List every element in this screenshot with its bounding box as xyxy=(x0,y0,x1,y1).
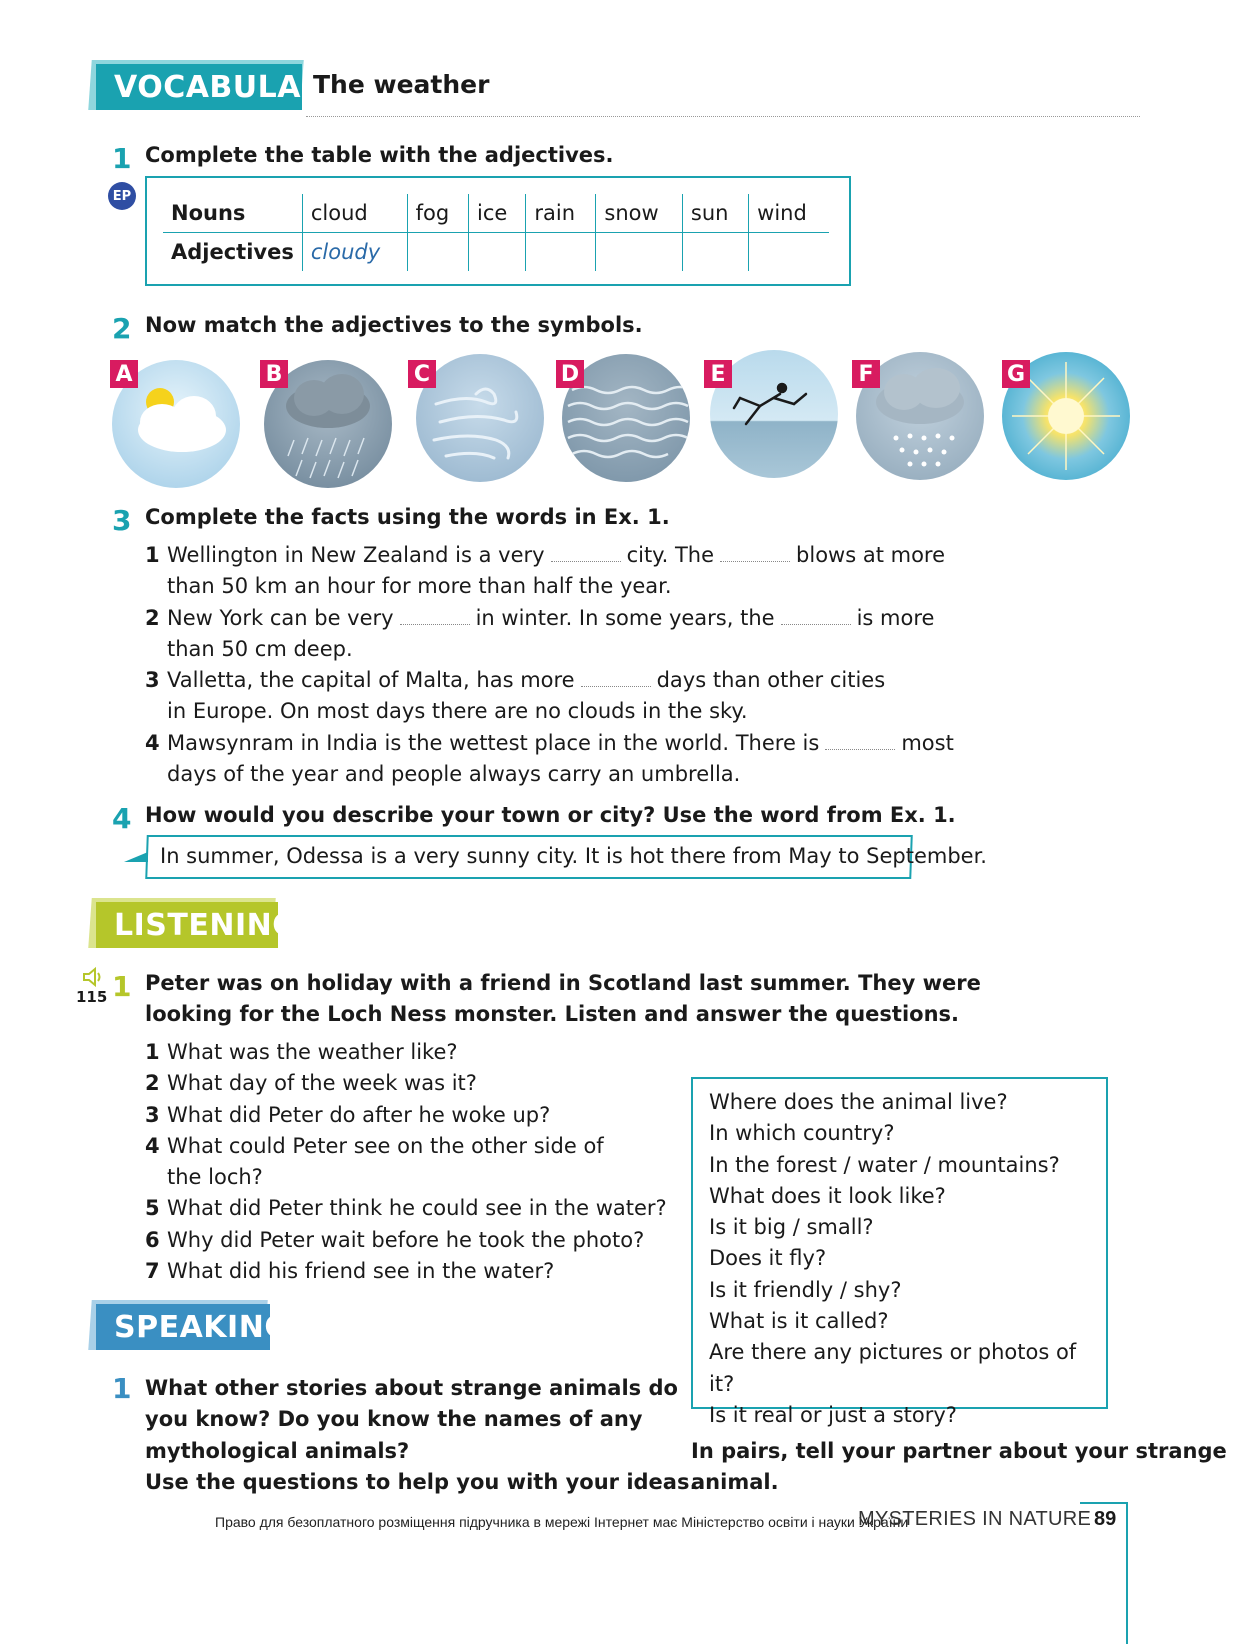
fact-text: blows at more xyxy=(796,543,946,567)
exercise-instruction: Complete the table with the adjectives. xyxy=(145,143,614,167)
fact-text: Mawsynram in India is the wettest place in the world. There is xyxy=(167,730,820,755)
noun-cell: snow xyxy=(596,194,683,233)
item-number: 2 xyxy=(145,605,160,630)
adjective-cell[interactable] xyxy=(468,233,525,272)
listening-banner-label: LISTENING xyxy=(96,902,278,948)
adjective-cell[interactable]: cloudy xyxy=(302,233,407,272)
fact-text: Wellington in New Zealand is a very xyxy=(167,543,545,567)
answer-gap[interactable] xyxy=(581,686,651,687)
list-item xyxy=(145,1193,667,1224)
adjective-cell[interactable] xyxy=(526,233,596,272)
symbol-letter: A xyxy=(110,360,138,388)
symbol-letter: B xyxy=(260,360,288,388)
question-text: What could Peter see on the other side of xyxy=(167,1133,604,1158)
item-number: 4 xyxy=(145,730,160,755)
item-number: 1 xyxy=(145,543,160,567)
adjective-cell[interactable] xyxy=(596,233,683,272)
symbol-letter: F xyxy=(852,360,880,388)
prompt-question: In which country? xyxy=(709,1121,895,1146)
speech-pointer xyxy=(124,852,148,862)
answer-gap[interactable] xyxy=(551,561,621,562)
nouns-label: Nouns xyxy=(163,194,302,233)
section-title: The weather xyxy=(313,70,490,99)
instruction-line: Use the questions to help you with your ideas. xyxy=(145,1469,698,1494)
instruction-line: animal. xyxy=(691,1470,779,1495)
exercise-number: 2 xyxy=(112,312,132,345)
speaking-banner xyxy=(90,1300,290,1350)
instruction-line: What other stories about strange animals do xyxy=(145,1376,678,1400)
exercise-number: 1 xyxy=(112,142,132,175)
fact-text: Valletta, the capital of Malta, has more xyxy=(167,668,575,693)
fact-text: than 50 km an hour for more than half the year. xyxy=(167,574,672,599)
footer-section-name: MYSTERIES IN NATURE xyxy=(858,1508,1092,1530)
noun-cell: cloud xyxy=(302,194,407,233)
prompt-questions-box xyxy=(691,1077,1108,1427)
fact-text: city. The xyxy=(626,543,715,567)
exercise-number: 1 xyxy=(112,970,132,1003)
answer-gap[interactable] xyxy=(720,561,790,562)
symbol-letter: D xyxy=(556,360,584,388)
answer-gap[interactable] xyxy=(825,749,895,750)
page-corner-line xyxy=(1126,1502,1128,1644)
pairs-instruction xyxy=(691,1436,1227,1499)
list-item xyxy=(145,1100,667,1131)
adjectives-label: Adjectives xyxy=(171,240,294,264)
prompt-question: Does it fly? xyxy=(709,1246,827,1271)
footer-notice: Право для безоплатного розміщення підручника в мережі Інтернет має Міністерство освіти і науки України xyxy=(215,1514,909,1530)
list-item xyxy=(145,1225,667,1256)
question-text: Why did Peter wait before he took the photo? xyxy=(167,1227,645,1252)
speaking-banner-label: SPEAKING xyxy=(96,1304,270,1350)
speaking-instruction xyxy=(145,1373,697,1498)
noun-cell: sun xyxy=(682,194,748,233)
item-number: 1 xyxy=(145,1040,160,1064)
question-text: What did Peter think he could see in the water? xyxy=(167,1196,667,1221)
vocab-table-box xyxy=(145,176,851,286)
exercise-number: 1 xyxy=(112,1372,132,1405)
exercise-instruction: How would you describe your town or city? Use the word from Ex. 1. xyxy=(145,803,956,827)
prompt-question: Where does the animal live? xyxy=(709,1090,1008,1114)
fact-text: is more xyxy=(856,605,935,630)
fact-text: in winter. In some years, the xyxy=(475,605,775,630)
symbol-letter: E xyxy=(704,360,732,388)
fact-text: days of the year and people always carry an umbrella. xyxy=(167,762,741,787)
prompt-question: In the forest / water / mountains? xyxy=(709,1152,1060,1177)
exercise-instruction: Peter was on holiday with a friend in Scotland last summer. They were xyxy=(145,971,981,995)
nouns-row xyxy=(163,194,829,233)
noun-cell: fog xyxy=(407,194,468,233)
adjective-cell[interactable] xyxy=(682,233,748,272)
list-item xyxy=(145,1068,667,1099)
audio-track-number: 115 xyxy=(76,988,108,1006)
exercise-instruction: looking for the Loch Ness monster. Listen and answer the questions. xyxy=(145,1002,959,1026)
fact-text: than 50 cm deep. xyxy=(167,636,353,661)
question-text: the loch? xyxy=(167,1165,263,1190)
adjective-cell[interactable] xyxy=(749,233,829,272)
question-text: What did Peter do after he woke up? xyxy=(167,1102,551,1127)
symbol-letter: G xyxy=(1002,360,1030,388)
vocabulary-banner-label: VOCABULARY xyxy=(96,64,302,110)
instruction-line: mythological animals? xyxy=(145,1438,410,1463)
question-list xyxy=(145,1037,667,1287)
list-item xyxy=(145,1256,667,1287)
adjective-cell[interactable] xyxy=(407,233,468,272)
exercise-number: 3 xyxy=(112,504,132,537)
page-corner-line xyxy=(1080,1502,1128,1504)
ep-badge-label: EP xyxy=(112,188,132,204)
list-item xyxy=(145,1037,667,1068)
prompt-question: What does it look like? xyxy=(709,1183,946,1208)
question-text: What was the weather like? xyxy=(167,1040,458,1064)
fact-text: New York can be very xyxy=(167,605,394,630)
page-number: 89 xyxy=(1094,1508,1117,1530)
item-number: 7 xyxy=(145,1259,160,1284)
exercise-number: 4 xyxy=(112,802,132,835)
title-divider xyxy=(306,116,1140,117)
answer-gap[interactable] xyxy=(781,624,851,625)
example-answer: In summer, Odessa is a very sunny city. It is hot there from May to September. xyxy=(160,844,987,868)
item-number: 3 xyxy=(145,1102,160,1127)
exercise-instruction: Complete the facts using the words in Ex. 1. xyxy=(145,505,670,529)
vocabulary-banner xyxy=(90,60,346,110)
noun-cell: ice xyxy=(468,194,525,233)
prompt-question: Is it big / small? xyxy=(709,1215,874,1240)
noun-cell: rain xyxy=(526,194,596,233)
listening-banner xyxy=(90,898,298,948)
fact-text: in Europe. On most days there are no clouds in the sky. xyxy=(167,699,748,724)
instruction-line: In pairs, tell your partner about your strange xyxy=(691,1439,1227,1463)
vocab-table xyxy=(163,194,829,271)
fact-text: days than other cities xyxy=(656,668,886,693)
list-item xyxy=(145,1131,667,1162)
item-number: 4 xyxy=(145,1133,160,1158)
answer-gap[interactable] xyxy=(400,624,470,625)
prompt-question: What is it called? xyxy=(709,1309,889,1334)
fact-item xyxy=(145,540,954,790)
question-text: What did his friend see in the water? xyxy=(167,1259,555,1284)
item-number: 3 xyxy=(145,668,160,693)
prompt-question: Is it friendly / shy? xyxy=(709,1277,902,1302)
prompt-question: Are there any pictures or photos of it? xyxy=(709,1340,1077,1396)
fact-text: most xyxy=(901,730,954,755)
instruction-line: you know? Do you know the names of any xyxy=(145,1407,643,1432)
ep-badge xyxy=(108,182,136,210)
item-number: 2 xyxy=(145,1071,160,1096)
item-number: 5 xyxy=(145,1196,160,1221)
item-number: 6 xyxy=(145,1227,160,1252)
adjectives-row xyxy=(163,233,829,272)
exercise-instruction: Now match the adjectives to the symbols. xyxy=(145,313,643,337)
noun-cell: wind xyxy=(749,194,829,233)
question-text: What day of the week was it? xyxy=(167,1071,477,1096)
prompt-question: Is it real or just a story? xyxy=(709,1402,957,1427)
symbol-letter: C xyxy=(408,360,436,388)
